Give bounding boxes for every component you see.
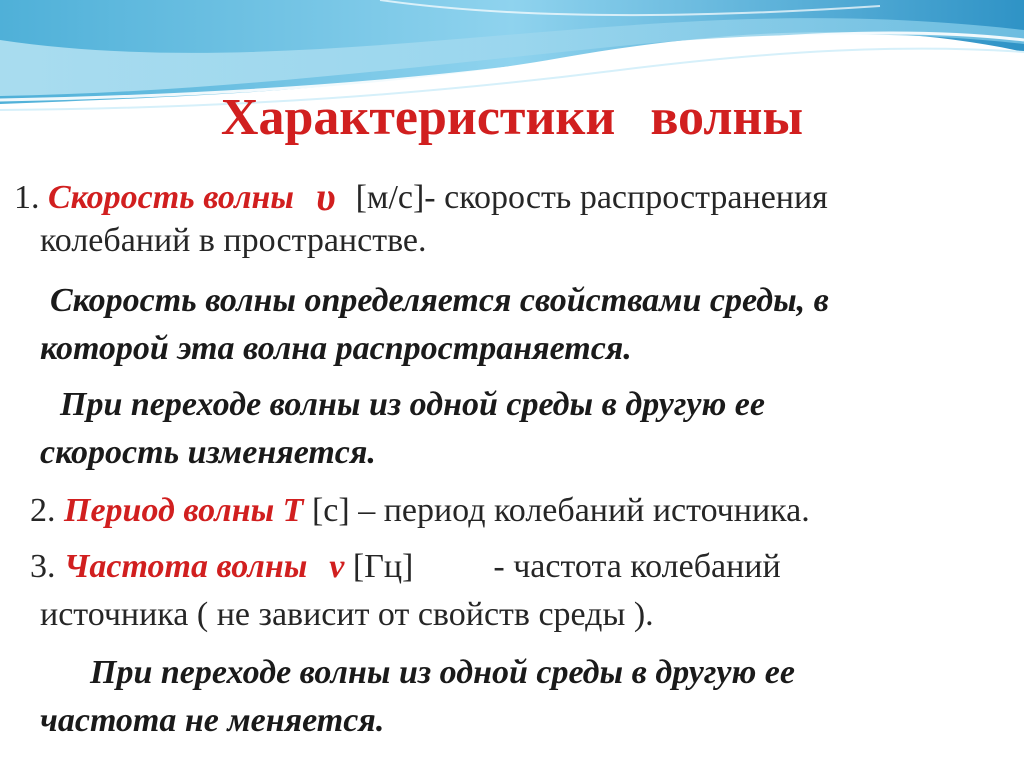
speed-definition-cont: колебаний в пространстве. [40, 222, 427, 259]
note-line: При переходе волны из одной среды в другую ее [60, 386, 765, 423]
note-line: Скорость волны определяется свойствами среды, в [50, 282, 829, 319]
item-number: 1. [14, 179, 40, 216]
item-number: 2. [30, 492, 56, 529]
note-line: скорость изменяется. [40, 434, 376, 471]
frequency-definition-cont: источника ( не зависит от свойств среды ). [40, 596, 654, 633]
note-line: При переходе волны из одной среды в другую ее [90, 654, 795, 691]
frequency-definition: - частота колебаний [493, 548, 781, 585]
item-number: 3. [30, 548, 56, 585]
term-frequency: Частота волны [64, 548, 308, 585]
slide-title: Характеристики волны [220, 89, 804, 146]
frequency-symbol: ν [329, 548, 345, 585]
period-definition: [с] – период колебаний источника. [311, 492, 810, 529]
note-line: частота не меняется. [40, 702, 385, 739]
speed-symbol: υ [316, 174, 336, 219]
term-period: Период волны Т [64, 492, 304, 529]
term-speed: Скорость волны [48, 179, 295, 216]
frequency-unit: [Гц] [352, 548, 414, 585]
speed-definition: [м/с]- скорость распространения [355, 179, 828, 216]
note-line: которой эта волна распространяется. [40, 330, 632, 367]
